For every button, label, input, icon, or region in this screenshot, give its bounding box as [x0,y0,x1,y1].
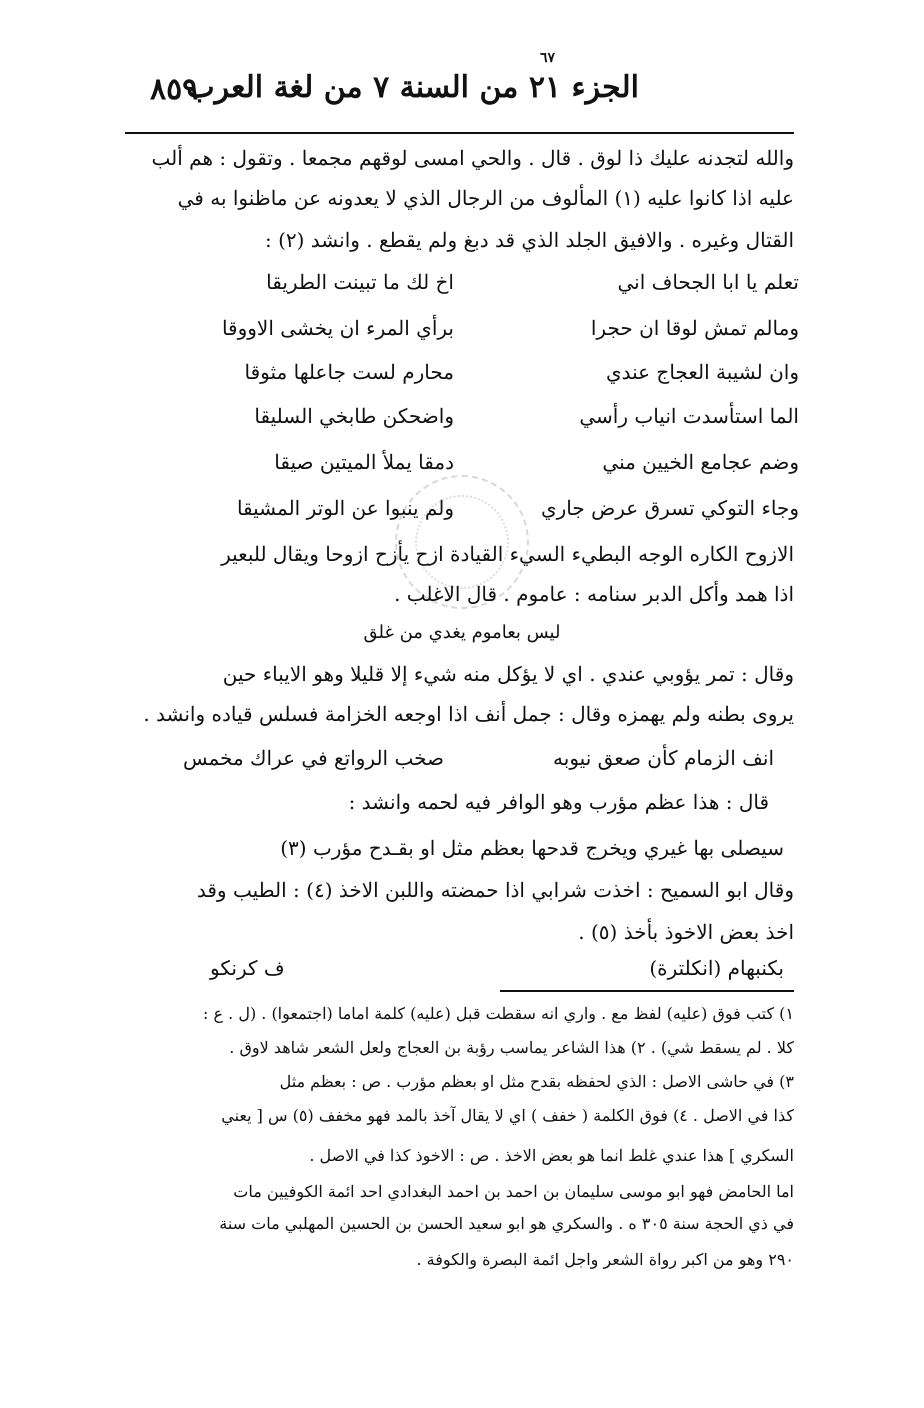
verse-second-hemistich: اخ لك ما تبينت الطريقا [266,270,454,294]
quoted-verse: ليس بعاموم يغدي من غلق [363,622,561,643]
verse-second-hemistich: ولم ينبوا عن الوتر المشيقا [236,496,454,520]
body-line: اخذ بعض الاخوذ بأخذ (٥) . [578,920,794,944]
page-number: ٨٥٩ [150,72,199,107]
verse-first-hemistich: انف الزمام كأن صعق نيوبه [553,746,774,770]
body-line: اذا همد وأكل الدبر سنامه : عاموم . قال الاغلب . [394,582,794,606]
verse-second-hemistich: محارم لست جاعلها مثوقا [244,360,454,384]
footnote-line: السكري ] هذا عندي غلط انما هو بعض الاخذ . ص : الاخوذ كذا في الاصل . [309,1146,794,1165]
page-header [150,70,639,120]
verse-second-hemistich: دمقا يملأ الميتين صيقا [274,450,454,474]
body-line: والله لتجدنه عليك ذا لوق . قال . والحي امسى لوقهم مجمعا . وتقول : هم ألب [151,146,794,170]
page-mark: ٦٧ [540,50,556,66]
body-line: وقال : تمر يؤوبي عندي . اي لا يؤكل منه شيء إلا قليلا وهو الايباء حين [222,662,794,686]
header-rule [125,132,794,134]
footnote-line: ٣) في حاشى الاصل : الذي لحفظه بقدح مثل او بعظم مؤرب . ص : بعظم مثل [279,1072,794,1091]
running-title: الجزء ٢١ من السنة ٧ من لغة العرب [186,70,639,105]
verse-second-hemistich: واضحكن طابخي السليقا [254,404,454,428]
body-line: الازوح الكاره الوجه البطيء السيء القيادة ازح يأزح ازوحا ويقال للبعير [221,542,794,566]
body-line: عليه اذا كانوا عليه (١) المألوف من الرجال الذي لا يعدونه عن ماظنوا به في [177,186,794,210]
author-location: بكنبهام (انكلترة) [649,956,784,980]
footnote-line: ٢٩٠ وهو من اكبر رواة الشعر واجل ائمة البصرة والكوفة . [416,1250,794,1269]
verse-second-hemistich: برأي المرء ان يخشى الاووقا [221,316,454,340]
verse-first-hemistich: وان لشيبة العجاج عندي [605,360,799,384]
footnote-line: كذا في الاصل . ٤) فوق الكلمة ( خفف ) اي لا يقال آخذ بالمد فهو مخفف (٥) س [ يعني [221,1106,794,1125]
verse-first-hemistich: وجاء التوكي تسرق عرض جاري [540,496,799,520]
verse-first-hemistich: وضم عجامع الخيين مني [602,450,799,474]
footnote-line: ١) كتب فوق (عليه) لفظ مع . واري انه سقطت قبل (عليه) كلمة اماما (اجتمعوا) . (ل . ع : [203,1004,794,1023]
verse-first-hemistich: تعلم يا ابا الجحاف اني [617,270,799,294]
footnote-line: اما الحامض فهو ابو موسى سليمان بن احمد بن احمد البغدادي احد ائمة الكوفيين مات [233,1182,794,1201]
author-signature: ف كرنكو [210,956,285,980]
quoted-verse: سيصلى بها غيري ويخرج قدحها بعظم مثل او بقـدح مؤرب (٣) [280,836,784,860]
footnote-line: كلا . لم يسقط شي) . ٢) هذا الشاعر يماسب رؤبة بن العجاج ولعل الشعر شاهد لاوق . [229,1038,794,1057]
body-line: القتال وغيره . والافيق الجلد الذي قد دبغ ولم يقطع . وانشد (٢) : [264,228,794,252]
footnote-rule [500,990,794,992]
verse-first-hemistich: ومالم تمش لوقا ان حجرا [590,316,799,340]
body-line: قال : هذا عظم مؤرب وهو الوافر فيه لحمه وانشد : [348,790,769,814]
verse-first-hemistich: الما استأسدت انياب رأسي [579,404,799,428]
verse-second-hemistich: صخب الرواتع في عراك مخمس [183,746,444,770]
body-line: وقال ابو السميح : اخذت شرابي اذا حمضته واللبن الاخذ (٤) : الطيب وقد [196,878,794,902]
body-line: يروى بطنه ولم يهمزه وقال : جمل أنف اذا اوجعه الخزامة فسلس قياده وانشد . [143,702,794,726]
footnote-line: في ذي الحجة سنة ٣٠٥ ه . والسكري هو ابو سعيد الحسن بن الحسين المهلبي مات سنة [219,1214,794,1233]
